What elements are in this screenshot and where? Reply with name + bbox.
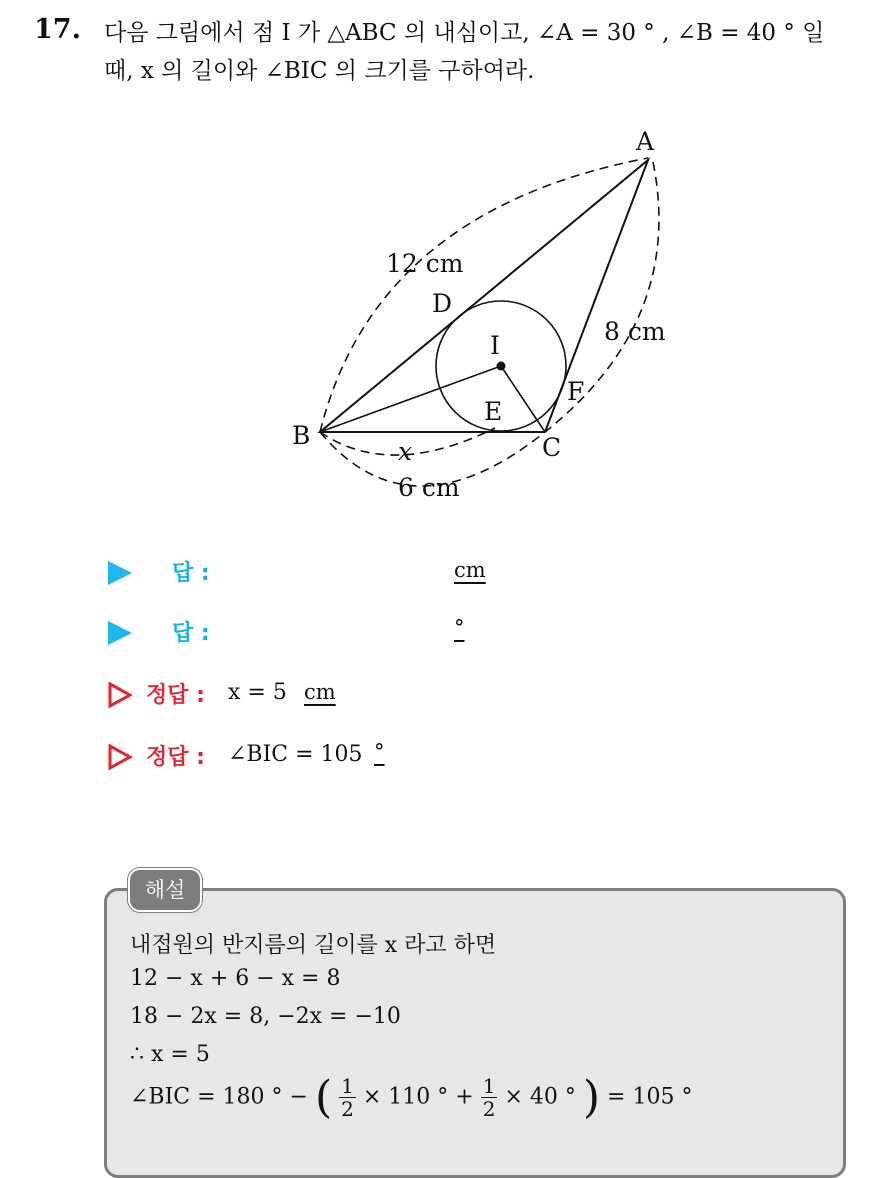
formula-end: = 105 ° bbox=[607, 1084, 693, 1110]
fraction-half: $\frac{1}{2}$ bbox=[482, 1074, 496, 1121]
formula-term-1: × 110 ° + bbox=[362, 1084, 474, 1110]
label-ac-length: 8 cm bbox=[604, 317, 666, 346]
answer-label: 답 : bbox=[172, 621, 210, 646]
geometry-figure bbox=[280, 120, 700, 510]
play-triangle-icon bbox=[108, 561, 132, 585]
incenter-dot bbox=[497, 362, 506, 371]
question-line-2: 때, x 의 길이와 ∠BIC 의 크기를 구하여라. bbox=[104, 58, 535, 84]
triangle-diagram bbox=[280, 120, 700, 510]
label-e: E bbox=[484, 397, 503, 426]
arc-ac bbox=[545, 162, 659, 432]
left-paren: ( bbox=[314, 1072, 333, 1123]
correct-label: 정답 : bbox=[146, 745, 205, 770]
explanation-line-1: 내접원의 반지름의 길이를 x 라고 하면 bbox=[130, 933, 497, 958]
answer-label: 답 : bbox=[172, 561, 210, 586]
segment-ic bbox=[501, 366, 545, 432]
outline-triangle-icon bbox=[108, 744, 132, 770]
triangle-abc bbox=[320, 160, 648, 432]
answer-unit: ° bbox=[454, 616, 465, 640]
formula-term-2: × 40 ° bbox=[504, 1084, 576, 1110]
explanation-line-5 bbox=[130, 1072, 692, 1123]
fraction-half: $\frac{1}{2}$ bbox=[341, 1074, 354, 1121]
correct-row-2 bbox=[108, 740, 508, 774]
label-ab-length: 12 cm bbox=[386, 249, 464, 278]
correct-row-1 bbox=[108, 678, 508, 712]
play-triangle-icon bbox=[108, 621, 132, 645]
answer-row-2 bbox=[108, 616, 508, 650]
label-bc-length: 6 cm bbox=[398, 473, 460, 502]
label-i: I bbox=[490, 331, 500, 360]
label-f: F bbox=[567, 377, 585, 406]
outline-triangle-icon bbox=[108, 682, 132, 708]
explanation-line-2: 12 − x + 6 − x = 8 bbox=[130, 966, 341, 991]
correct-label: 정답 : bbox=[146, 683, 205, 708]
correct-value: ∠BIC = 105 bbox=[228, 742, 363, 767]
label-x: x bbox=[398, 437, 413, 466]
formula-start: ∠BIC = 180 ° − bbox=[130, 1084, 308, 1110]
correct-unit: cm bbox=[304, 680, 336, 704]
explanation-tab: 해설 bbox=[128, 868, 202, 912]
answer-row-1 bbox=[108, 556, 508, 590]
label-a: A bbox=[636, 127, 655, 156]
answer-unit: cm bbox=[454, 558, 486, 582]
question-line-1: 다음 그림에서 점 I 가 △ABC 의 내심이고, ∠A = 30 ° , ∠B = 40 ° 일 bbox=[104, 20, 825, 46]
label-b: B bbox=[292, 421, 311, 450]
label-d: D bbox=[432, 289, 453, 318]
explanation-line-3: 18 − 2x = 8, −2x = −10 bbox=[130, 1004, 401, 1029]
question-number: 17. bbox=[34, 14, 81, 45]
correct-value: x = 5 bbox=[228, 680, 287, 705]
correct-unit: ° bbox=[374, 740, 385, 764]
label-c: C bbox=[542, 433, 562, 462]
segment-ib bbox=[320, 366, 501, 432]
question-text bbox=[104, 14, 874, 90]
explanation-line-4: ∴ x = 5 bbox=[130, 1042, 210, 1067]
right-paren: ) bbox=[582, 1072, 601, 1123]
